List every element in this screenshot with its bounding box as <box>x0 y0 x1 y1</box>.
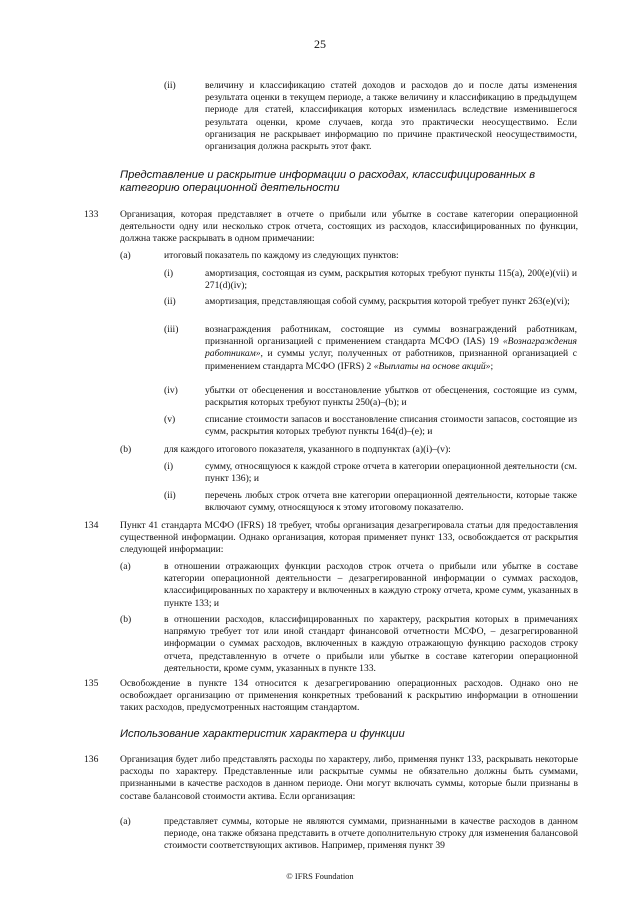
p133-b-text: для каждого итогового показателя, указанного в подпунктах (a)(i)–(v): <box>164 444 451 455</box>
p133-b-ii-text: перечень любых строк отчета вне категории операционной деятельности, которые также включают сумму, относящуюся к этому итоговому показателю. <box>205 490 577 514</box>
p133-b-label: (b) <box>120 444 132 455</box>
p133-a-v-text: списание стоимости запасов и восстановление списания стоимости запасов, состоящие из сумм, раскрытия которых требуют пункты 164(d)–(e); и <box>205 414 577 438</box>
p133-b-ii-label: (ii) <box>164 490 176 501</box>
p133-a-ii-text: амортизация, представляющая собой сумму, раскрытия которой требует пункт 263(e)(vi); <box>205 296 570 307</box>
p133-a-text: итоговый показатель по каждому из следующих пунктов: <box>164 250 399 261</box>
p133-a-iii-label: (iii) <box>164 324 179 335</box>
section-heading-expenses: Представление и раскрытие информации о расходах, классифицированных в категорию операционной деятельности <box>120 169 536 194</box>
paragraph-134-number: 134 <box>84 520 99 531</box>
p133-a-iii-text: вознаграждения работникам, состоящие из суммы вознаграждений работникам, признанной организацией с применением стандарта МСФО (IAS) 19 «Вознаграждения работникам», и суммы услуг, полученных от работников, признанной организацией с применением стандарта МСФО (IFRS) 2 «Выплаты на основе акций»; <box>205 324 577 372</box>
p136-a-label: (a) <box>120 816 131 827</box>
item-ii-label: (ii) <box>164 80 176 91</box>
p133-a-v-label: (v) <box>164 414 176 425</box>
paragraph-133-text: Организация, которая представляет в отчете о прибыли или убытке в составе категории операционной деятельности одну или несколько строк отчета, состоящих из расходов, классифицированных по функции, должна также раскрывать в одном примечании: <box>120 209 578 245</box>
p133-a-i-text: амортизация, состоящая из сумм, раскрытия которых требуют пункты 115(a), 200(e)(vii) и 271(d)(iv); <box>205 268 577 292</box>
copyright-footer: © IFRS Foundation <box>286 871 354 881</box>
p134-a-text: в отношении отражающих функции расходов строк отчета о прибыли или убытке в составе категории операционной деятельности – дезагрегированной информации о суммах расходов, классифицированных по характеру и включенных в каждую строку отчета, кроме сумм, указанных в пункте 133; и <box>164 561 578 609</box>
ifrs2-title: «Выплаты на основе акций» <box>373 360 491 372</box>
item-ii-text: величину и классификацию статей доходов и расходов до и после даты изменения результата оценки в текущем периоде, а также величину и классификацию в предыдущем периоде для статей, классификация которых изменилась вследствие изменившегося результата оценки, кроме случаев, когда это практически неосуществимо. Если организация не раскрывает информацию по причине практической неосуществимости, организация должна раскрыть этот факт. <box>205 80 577 153</box>
paragraph-136-text: Организация будет либо представлять расходы по характеру, либо, применяя пункт 133, раскрывать некоторые расходы по характеру. Представленные или раскрытые суммы не обязательно должны быть суммами, признанными в качестве расходов в данном периоде. Они могут включать суммы, которые были признаны в составе балансовой стоимости актива. Если организация: <box>120 754 578 802</box>
p134-b-label: (b) <box>120 614 132 625</box>
paragraph-135-text: Освобождение в пункте 134 относится к дезагрегированию операционных расходов. Однако оно не освобождает организацию от применения конкретных требований к раскрытию информации в отношении таких расходов, предусмотренных настоящим стандартом. <box>120 678 578 714</box>
paragraph-136-number: 136 <box>84 754 99 765</box>
p134-b-text: в отношении расходов, классифицированных по характеру, раскрытия которых в примечаниях напрямую требует тот или иной стандарт финансовой отчетности МСФО, – дезагрегированной информации о суммах расходов, включенных в каждую отражающую функцию расходов строку отчета, представленную в отчете о прибыли или убытке в составе категории операционной деятельности, кроме сумм, указанных в пункте 133. <box>164 614 578 674</box>
ias19-title: «Вознаграждения работникам» <box>205 336 577 360</box>
p133-b-i-text: сумму, относящуюся к каждой строке отчета в категории операционной деятельности (см. пункт 136); и <box>205 461 577 485</box>
p136-a-text: представляет суммы, которые не являются суммами, признанными в качестве расходов в данном периоде, она также обязана представить в отчете дополнительную строку для изменения балансовой стоимости соответствующих активов. Например, применяя пункт 39 <box>164 816 578 852</box>
paragraph-133-number: 133 <box>84 209 99 220</box>
p133-a-iv-label: (iv) <box>164 385 178 396</box>
page-number: 25 <box>314 37 326 51</box>
p133-a-ii-label: (ii) <box>164 296 176 307</box>
paragraph-134-text: Пункт 41 стандарта МСФО (IFRS) 18 требует, чтобы организация дезагрегировала статьи для предоставления существенной информации. Однако организация, которая применяет пункт 133, освобождается от раскрытия следующей информации: <box>120 520 578 556</box>
p133-b-i-label: (i) <box>164 461 174 472</box>
p134-a-label: (a) <box>120 561 131 572</box>
p133-a-label: (a) <box>120 250 131 261</box>
section-heading-characteristics: Использование характеристик характера и функции <box>120 728 405 740</box>
paragraph-135-number: 135 <box>84 678 99 689</box>
p133-a-iv-text: убытки от обесценения и восстановление убытков от обесценения, состоящие из сумм, раскрытия которых требуют пункты 250(a)–(b); и <box>205 385 577 409</box>
p133-a-i-label: (i) <box>164 268 174 279</box>
